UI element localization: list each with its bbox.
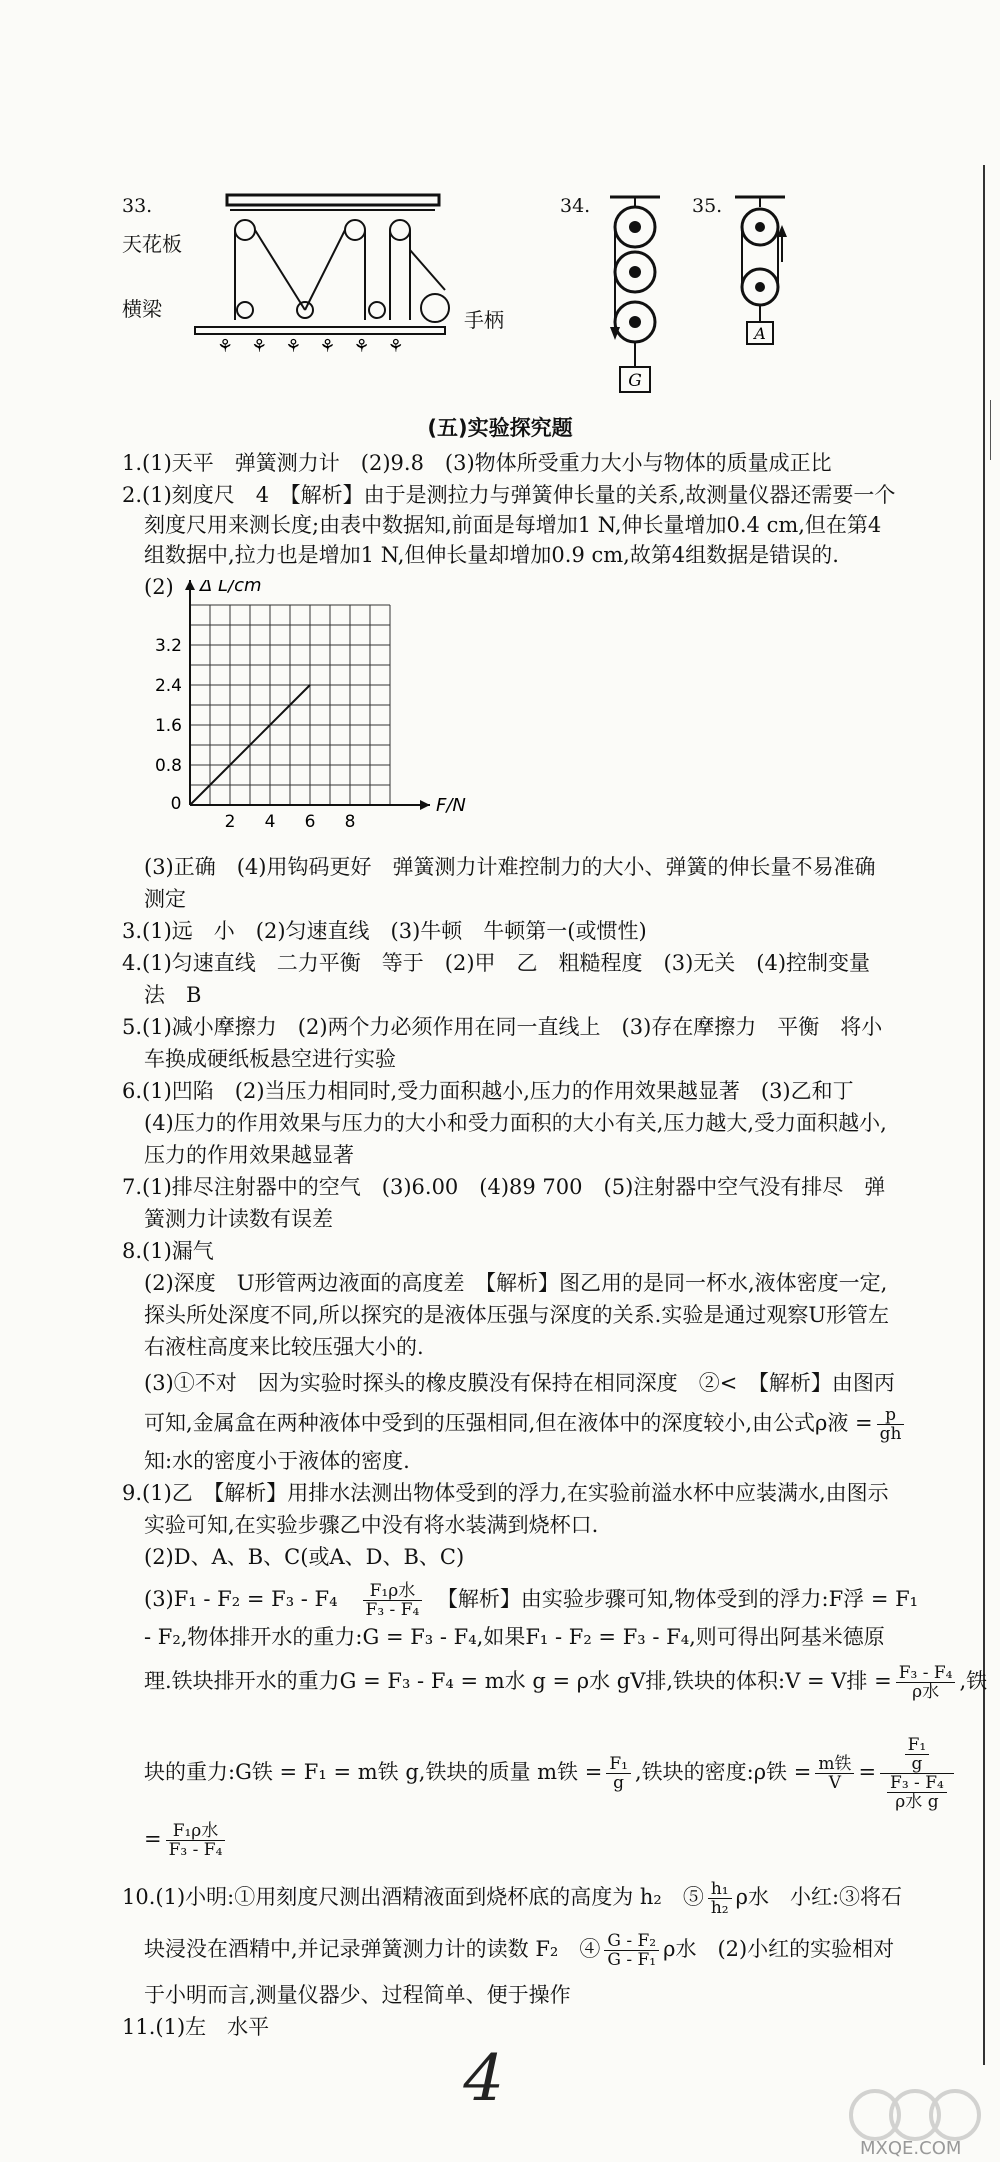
- q9-volume-text: 理.铁块排开水的重力G = F₃ - F₄ = m水 g = ρ水 gV排,铁块的体积:V = V排 =: [144, 1669, 892, 1693]
- q4-line-2: 法 B: [144, 983, 202, 1007]
- section-title: (五)实验探究题: [427, 416, 573, 440]
- q2-part34-line: (3)正确 (4)用钩码更好 弹簧测力计难控制力的大小、弹簧的伸长量不易准确: [144, 855, 876, 879]
- q9-line-6: [144, 1664, 987, 1701]
- q2-part34-line-2: 测定: [144, 887, 186, 911]
- q1-line: 1.(1)天平 弹簧测力计 (2)9.8 (3)物体所受重力大小与物体的质量成正比: [122, 451, 832, 475]
- fraction-q10-g: [604, 1932, 659, 1969]
- q6-line-1: 6.(1)凹陷 (2)当压力相同时,受力面积越小,压力的作用效果越显著 (3)乙和丁: [122, 1079, 854, 1103]
- q9-line-1: 9.(1)乙 【解析】用排水法测出物体受到的浮力,在实验前溢水杯中应装满水,由图示: [122, 1481, 889, 1505]
- frac-den: V: [828, 1773, 842, 1793]
- q9-mass-text: 块的重力:G铁 = F₁ = m铁 g,铁块的质量 m铁 =: [144, 1760, 603, 1784]
- handwritten-page-number: 4: [455, 2042, 512, 2116]
- q8-line-3: 探头所处深度不同,所以探究的是液体压强与深度的关系.实验是通过观察U形管左: [144, 1303, 890, 1327]
- x-tick-label: 4: [264, 812, 276, 832]
- q6-line-3: 压力的作用效果越显著: [144, 1143, 354, 1167]
- q2-part2-label: (2): [144, 575, 174, 599]
- x-tick-label: 0: [170, 794, 182, 814]
- weight-g-label: G: [628, 371, 642, 391]
- fraction-q9-rho2-bot: [887, 1774, 947, 1811]
- q8-line-5: (3)①不对 因为实验时探头的橡皮膜没有保持在相同深度 ②< 【解析】由图丙: [144, 1371, 895, 1395]
- q2-line-3: 组数据中,拉力也是增加1 N,但伸长量却增加0.9 cm,故第4组数据是错误的.: [144, 543, 839, 567]
- figure-35-number: 35.: [692, 195, 723, 217]
- q9-eq: (3)F₁ - F₂ = F₃ - F₄: [144, 1587, 338, 1611]
- y-axis-label: Δ L/cm: [200, 580, 262, 596]
- q8-line-6-text: 可知,金属盒在两种液体中受到的压强相同,但在液体中的深度较小,由公式ρ液 =: [144, 1411, 873, 1435]
- frac-den-compound: [880, 1774, 954, 1811]
- q10-text-d: ρ水 (2)小红的实验相对: [663, 1937, 895, 1961]
- frac-num: F₃ - F₄: [896, 1664, 956, 1683]
- q10-line-3: 于小明而言,测量仪器少、过程简单、便于操作: [144, 1983, 571, 2007]
- q11-line: 11.(1)左 水平: [122, 2015, 270, 2039]
- frac-num-compound: [880, 1736, 954, 1774]
- frac-num: F₁: [905, 1736, 930, 1755]
- beam-label: 横梁: [122, 297, 162, 321]
- q8-line-4: 右液柱高度来比较压强大小的.: [144, 1335, 424, 1359]
- x-axis-arrow: [420, 800, 430, 810]
- x-axis-label: F/N: [436, 795, 466, 816]
- q4-line-1: 4.(1)匀速直线 二力平衡 等于 (2)甲 乙 粗糙程度 (3)无关 (4)控制变量: [122, 951, 871, 975]
- q9-line-3: (2)D、A、B、C(或A、D、B、C): [144, 1545, 465, 1569]
- q8-line-1: 8.(1)漏气: [122, 1239, 214, 1263]
- frac-den: ρ水 g: [895, 1792, 939, 1812]
- frac-num: F₃ - F₄: [887, 1774, 947, 1793]
- frac-den: F₃ - F₄: [168, 1840, 223, 1860]
- q10-line-2: [144, 1932, 894, 1969]
- q7-line-1: 7.(1)排尽注射器中的空气 (3)6.00 (4)89 700 (5)注射器中空气没有排尽 弹: [122, 1175, 886, 1199]
- frac-den: ρ水: [912, 1682, 940, 1702]
- frac-den: F₃ - F₄: [365, 1600, 420, 1620]
- weight-a-label: A: [754, 324, 766, 343]
- q9-volume-tail: ,铁: [959, 1669, 988, 1693]
- fraction-q9-final: [166, 1822, 226, 1859]
- svg-text:⚘ ⚘ ⚘ ⚘ ⚘ ⚘: ⚘ ⚘ ⚘ ⚘ ⚘ ⚘: [217, 336, 404, 357]
- frac-num: F₁ρ水: [363, 1582, 423, 1601]
- q9-density-text: ,铁块的密度:ρ铁 =: [634, 1760, 812, 1784]
- fraction-q9-v: [896, 1664, 956, 1701]
- q9-analysis: 【解析】由实验步骤可知,物体受到的浮力:F浮 = F₁: [447, 1587, 919, 1611]
- figure-34-number: 34.: [560, 195, 591, 217]
- q10-text-a: 10.(1)小明:①用刻度尺测出酒精液面到烧杯底的高度为 h₂ ⑤: [122, 1885, 704, 1909]
- q8-line-7: 知:水的密度小于液体的密度.: [144, 1449, 410, 1473]
- q10-line-1: [122, 1880, 902, 1917]
- q5-line-2: 车换成硬纸板悬空进行实验: [144, 1047, 396, 1071]
- q10-text-b: ρ水 小红:③将石: [735, 1885, 903, 1909]
- y-tick-label: 3.2: [154, 636, 182, 656]
- fraction-q9-rho1: [815, 1755, 854, 1792]
- fraction-q9-rho2-top: [905, 1736, 930, 1773]
- q8-line-6: [144, 1406, 908, 1443]
- q6-line-2: (4)压力的作用效果与压力的大小和受力面积的大小有关,压力越大,受力面积越小,: [144, 1111, 887, 1135]
- frac-den: gh: [879, 1424, 902, 1444]
- y-tick-label: 2.4: [154, 676, 182, 696]
- frac-den: g: [911, 1754, 923, 1774]
- figure-34-pulley-block: [590, 192, 680, 412]
- frac-num: p: [877, 1406, 905, 1425]
- q9-line-5: - F₂,物体排开水的重力:G = F₃ - F₄,如果F₁ - F₂ = F₃ - F₄,则可得出阿基米德原: [144, 1625, 885, 1649]
- x-tick-label: 2: [224, 812, 236, 832]
- frac-num: F₁ρ水: [166, 1822, 226, 1841]
- q7-line-2: 簧测力计读数有误差: [144, 1207, 333, 1231]
- q2-line-2: 刻度尺用来测长度;由表中数据知,前面是每增加1 N,伸长量增加0.4 cm,但在第4: [144, 513, 882, 537]
- frac-den: h₂: [710, 1898, 729, 1918]
- fraction-q9-a: [363, 1582, 423, 1619]
- q9-line-7: [144, 1736, 958, 1811]
- figure-33-number: 33.: [122, 195, 153, 217]
- extension-force-chart: [140, 580, 520, 844]
- figure-33-pulley-system: [155, 190, 455, 365]
- figure-35-pulley-block: [720, 192, 800, 362]
- ceiling-label: 天花板: [122, 232, 182, 256]
- x-tick-label: 6: [304, 812, 316, 832]
- fraction-q9-rho2: [880, 1736, 954, 1811]
- frac-num: G - F₂: [604, 1932, 659, 1951]
- q8-line-2: (2)深度 U形管两边液面的高度差 【解析】图乙用的是同一杯水,液体密度一定,: [144, 1271, 888, 1295]
- fraction-q9-m: [606, 1755, 631, 1792]
- y-tick-label: 1.6: [154, 716, 182, 736]
- frac-num: m铁: [815, 1755, 854, 1774]
- q10-text-c: 块浸没在酒精中,并记录弹簧测力计的读数 F₂ ④: [144, 1937, 601, 1961]
- q9-final-equals: =: [144, 1827, 162, 1851]
- q9-equals: =: [858, 1760, 877, 1784]
- q3-line: 3.(1)远 小 (2)匀速直线 (3)牛顿 牛顿第一(或惯性): [122, 919, 647, 943]
- margin-line: [983, 165, 985, 2065]
- frac-den: G - F₁: [607, 1950, 657, 1970]
- q9-line-2: 实验可知,在实验步骤乙中没有将水装满到烧杯口.: [144, 1513, 599, 1537]
- fraction-p-gh: [877, 1406, 905, 1443]
- q5-line-1: 5.(1)减小摩擦力 (2)两个力必须作用在同一直线上 (3)存在摩擦力 平衡 将小: [122, 1015, 883, 1039]
- frac-num: h₁: [708, 1880, 732, 1899]
- frac-den: g: [613, 1773, 625, 1793]
- q9-line-8: [144, 1822, 229, 1859]
- handle-label: 手柄: [464, 308, 504, 332]
- y-tick-label: 0.8: [154, 756, 182, 776]
- q9-line-4: [144, 1582, 918, 1619]
- y-axis-arrow: [185, 580, 195, 590]
- watermark-text: MXQE.COM: [860, 2138, 962, 2159]
- frac-num: F₁: [606, 1755, 631, 1774]
- q2-line-1: 2.(1)刻度尺 4 【解析】由于是测拉力与弹簧伸长量的关系,故测量仪器还需要一个: [122, 483, 896, 507]
- fraction-q10-h: [708, 1880, 732, 1917]
- x-tick-label: 8: [344, 812, 356, 832]
